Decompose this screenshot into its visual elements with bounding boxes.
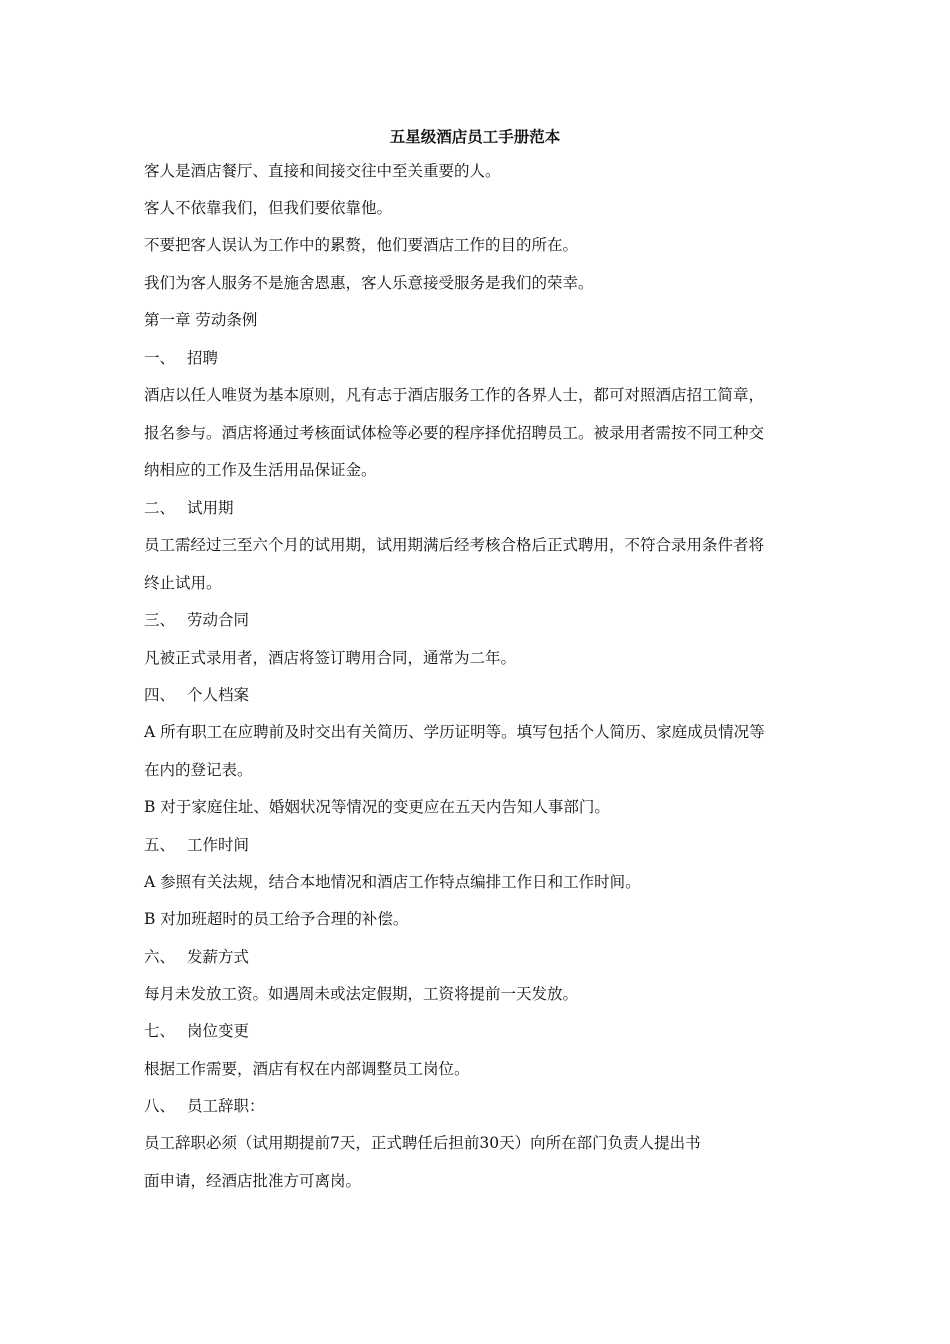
document-title: 五星级酒店员工手册范本 bbox=[389, 127, 561, 146]
paragraph-line: B 对于家庭住址、婚姻状况等情况的变更应在五天内告知人事部门。 bbox=[144, 798, 610, 816]
section-number: 四、 bbox=[144, 686, 176, 704]
paragraph-line: A 参照有关法规，结合本地情况和酒店工作特点编排工作日和工作时间。 bbox=[144, 873, 641, 891]
paragraph-line: 在内的登记表。 bbox=[144, 761, 253, 779]
section-number: 五、 bbox=[144, 836, 176, 854]
section-heading bbox=[144, 834, 249, 856]
intro-line: 客人不依靠我们，但我们要依靠他。 bbox=[144, 199, 393, 217]
section-title: 员工辞职： bbox=[187, 1097, 265, 1115]
section-heading bbox=[144, 497, 234, 519]
section-title: 岗位变更 bbox=[187, 1022, 250, 1040]
intro-line: 我们为客人服务不是施舍恩惠，客人乐意接受服务是我们的荣幸。 bbox=[144, 274, 594, 292]
section-number: 六、 bbox=[144, 948, 176, 966]
section-number: 七、 bbox=[144, 1022, 176, 1040]
intro-line: 客人是酒店餐厅、直接和间接交往中至关重要的人。 bbox=[144, 162, 501, 180]
paragraph-line: 员工辞职必须（试用期提前7天，正式聘任后担前30天）向所在部门负责人提出书 bbox=[144, 1134, 701, 1152]
section-heading bbox=[144, 1095, 265, 1117]
paragraph-line: 酒店以任人唯贤为基本原则，凡有志于酒店服务工作的各界人士，都可对照酒店招工简章， bbox=[144, 386, 765, 404]
paragraph-line: 凡被正式录用者，酒店将签订聘用合同，通常为二年。 bbox=[144, 649, 517, 667]
paragraph-line: B 对加班超时的员工给予合理的补偿。 bbox=[144, 910, 409, 928]
section-heading bbox=[144, 609, 249, 631]
section-title: 劳动合同 bbox=[187, 611, 250, 629]
paragraph-line: 员工需经过三至六个月的试用期，试用期满后经考核合格后正式聘用，不符合录用条件者将 bbox=[144, 536, 765, 554]
chapter-heading: 第一章 劳动条例 bbox=[144, 311, 258, 329]
section-number: 一、 bbox=[144, 349, 176, 367]
section-heading bbox=[144, 1020, 249, 1042]
section-number: 八、 bbox=[144, 1097, 176, 1115]
paragraph-line: A 所有职工在应聘前及时交出有关简历、学历证明等。填写包括个人简历、家庭成员情况等 bbox=[144, 723, 765, 741]
section-title: 个人档案 bbox=[187, 686, 250, 704]
section-title: 工作时间 bbox=[187, 836, 250, 854]
section-heading bbox=[144, 684, 249, 706]
paragraph-line: 纳相应的工作及生活用品保证金。 bbox=[144, 461, 377, 479]
section-title: 试用期 bbox=[187, 499, 234, 517]
paragraph-line: 终止试用。 bbox=[144, 574, 222, 592]
paragraph-line: 根据工作需要，酒店有权在内部调整员工岗位。 bbox=[144, 1060, 470, 1078]
section-heading bbox=[144, 347, 218, 369]
section-heading bbox=[144, 946, 249, 968]
paragraph-line: 每月未发放工资。如遇周未或法定假期，工资将提前一天发放。 bbox=[144, 985, 579, 1003]
paragraph-line: 报名参与。酒店将通过考核面试体检等必要的程序择优招聘员工。被录用者需按不同工种交 bbox=[144, 424, 765, 442]
section-title: 发薪方式 bbox=[187, 948, 250, 966]
section-number: 二、 bbox=[144, 499, 176, 517]
section-number: 三、 bbox=[144, 611, 176, 629]
section-title: 招聘 bbox=[187, 349, 219, 367]
intro-line: 不要把客人误认为工作中的累赘，他们要酒店工作的目的所在。 bbox=[144, 236, 579, 254]
paragraph-line: 面申请，经酒店批准方可离岗。 bbox=[144, 1172, 362, 1190]
